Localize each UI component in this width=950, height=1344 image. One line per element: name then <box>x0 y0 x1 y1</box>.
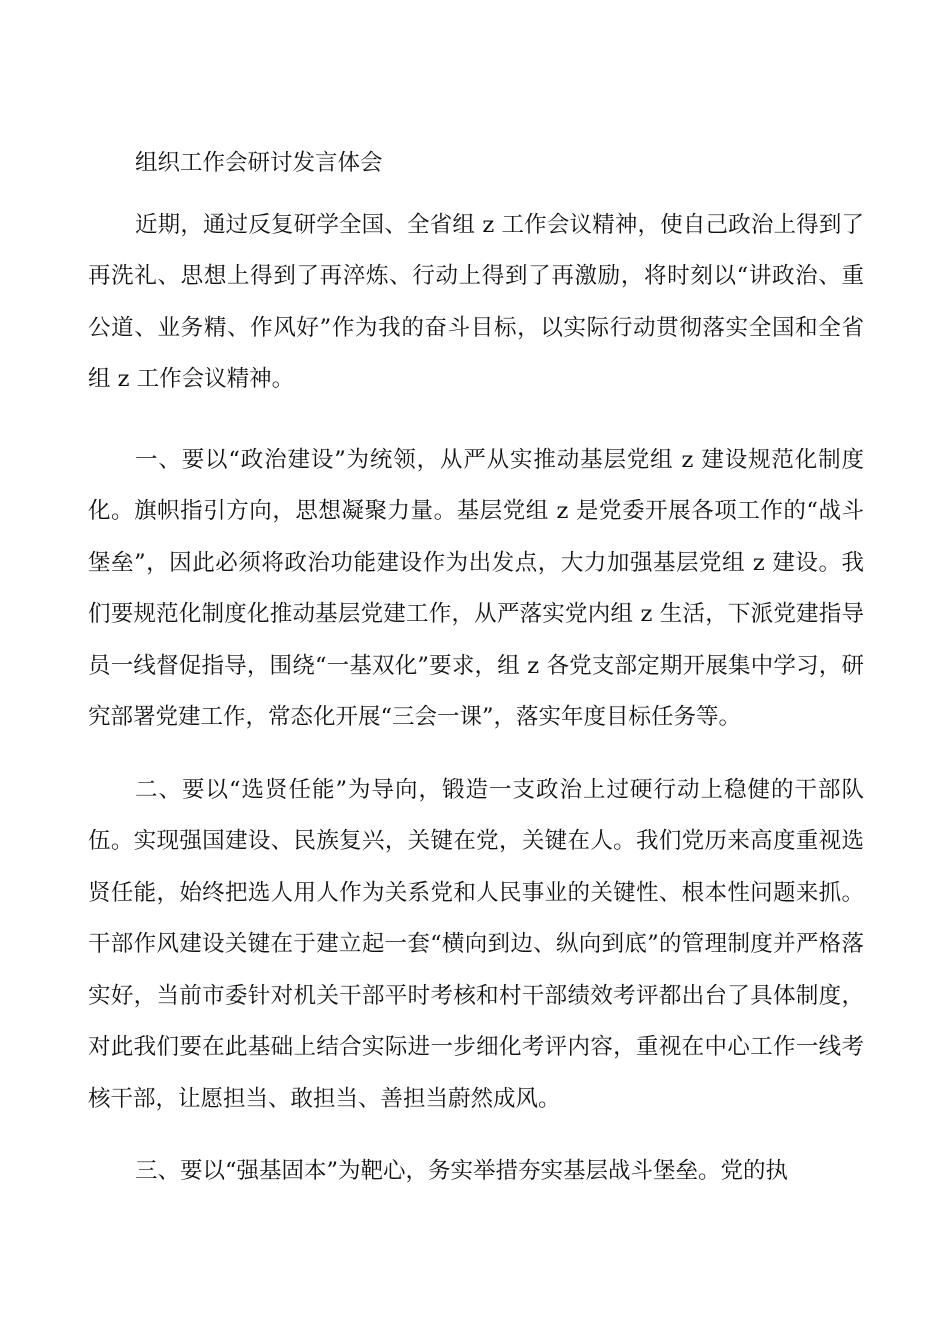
paragraph-intro: 近期，通过反复研学全国、全省组 z 工作会议精神，使自己政治上得到了再洗礼、思想上得到了再淬炼、行动上得到了再激励，将时刻以“讲政治、重公道、业务精、作风好”作为我的奋斗目标，以实际行动贯彻落实全国和全省组 z 工作会议精神。 <box>88 211 864 392</box>
paragraph-section-3: 三、要以“强基固本”为靶心，务实举措夯实基层战斗堡垒。党的执 <box>135 1158 789 1184</box>
document-title: 组织工作会研讨发言体会 <box>135 150 383 176</box>
paragraph-section-2: 二、要以“选贤任能”为导向，锻造一支政治上过硬行动上稳健的干部队伍。实现强国建设、民族复兴，关键在党，关键在人。我们党历来高度重视选贤任能，始终把选人用人作为关系党和人民事业的关键性、根本性问题来抓。干部作风建设关键在于建立起一套“横向到边、纵向到底”的管理制度并严格落实好，当前市委针对机关干部平时考核和村干部绩效考评都出台了具体制度，对此我们要在此基础上结合实际进一步细化考评内容，重视在中心工作一线考核干部，让愿担当、敢担当、善担当蔚然成风。 <box>88 776 864 1112</box>
paragraph-section-1: 一、要以“政治建设”为统领，从严从实推动基层党组 z 建设规范化制度化。旗帜指引方向，思想凝聚力量。基层党组 z 是党委开展各项工作的“战斗堡垒”，因此必须将政治功能建设作为出发点，大力加强基层党组 z 建设。我们要规范化制度化推动基层党建工作，从严落实党内组 z 生活，下派党建指导员一线督促指导，围绕“一基双化”要求，组 z 各党支部定期开展集中学习，研究部署党建工作，常态化开展“三会一课”，落实年度目标任务等。 <box>88 446 864 730</box>
document-body <box>88 138 864 1198</box>
